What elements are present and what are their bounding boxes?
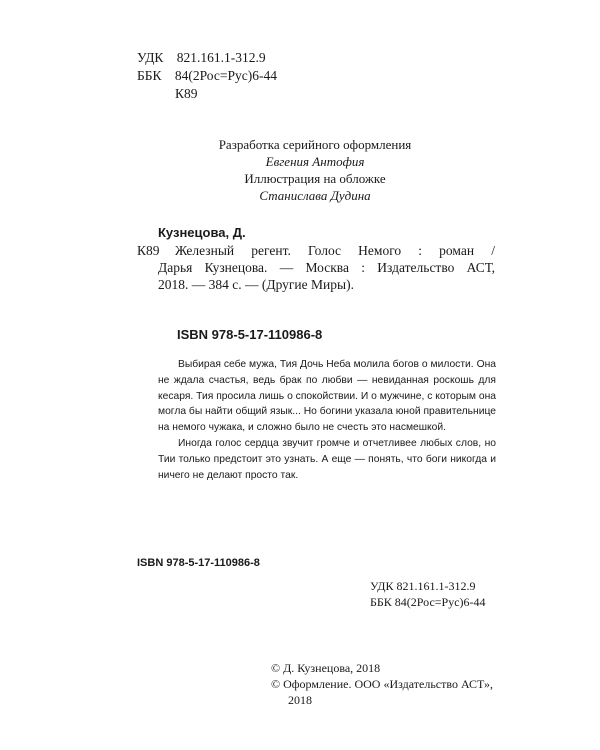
udk-line [137, 49, 266, 66]
copyright-author: © Д. Кузнецова, 2018 [271, 661, 381, 675]
bbk-value: 84(2Рос=Рус)6-44 [174, 68, 277, 83]
copyright-design-year: 2018 [288, 693, 312, 707]
author-code: К89 [175, 86, 198, 101]
series-design-label: Разработка серийного оформления [218, 137, 412, 152]
footer-bbk: ББК 84(2Рос=Рус)6-44 [370, 595, 486, 609]
book-author: Кузнецова, Д. [158, 225, 246, 240]
bibliographic-line-3: 2018. — 384 с. — (Другие Миры). [158, 277, 354, 292]
copyright-design: © Оформление. ООО «Издательство АСТ», [271, 677, 494, 691]
annotation [158, 357, 496, 483]
annotation-paragraph-1: Выбирая себе мужа, Тия Дочь Неба молила богов о милости. Она не ждала счастья, ведь брак по любви — невиданная роскошь для кесаря. Тия просила лишь о спокойствии. И о мужчине, с которым она могла бы найти общий язык... Но богини указала юной правительнице на немого чужака, и сложно было не счесть это насмешкой. [158, 359, 496, 434]
cover-illustrator: Станислава Дудина [259, 188, 371, 203]
bibliographic-code: К89 [137, 243, 160, 258]
annotation-paragraph-2: Иногда голос сердца звучит громче и отчетливее любых слов, но Тии только предстоит это узнать. А еще — понять, что боги никогда и ничего не делают просто так. [158, 437, 496, 481]
udk-label: УДК [137, 50, 164, 65]
series-designer: Евгения Антофия [265, 154, 365, 169]
bibliographic-line-1: Железный регент. Голос Немого : роман / [175, 243, 495, 258]
footer-udk: УДК 821.161.1-312.9 [370, 579, 476, 593]
cover-illustration-label: Иллюстрация на обложке [244, 171, 386, 186]
isbn-main: ISBN 978-5-17-110986-8 [177, 327, 323, 342]
bbk-line [137, 67, 277, 84]
udk-value: 821.161.1-312.9 [176, 50, 266, 65]
isbn-footer: ISBN 978-5-17-110986-8 [137, 557, 260, 569]
bbk-label: ББК [137, 68, 162, 83]
bibliographic-line-2: Дарья Кузнецова. — Москва : Издательство АСТ, [158, 260, 495, 275]
